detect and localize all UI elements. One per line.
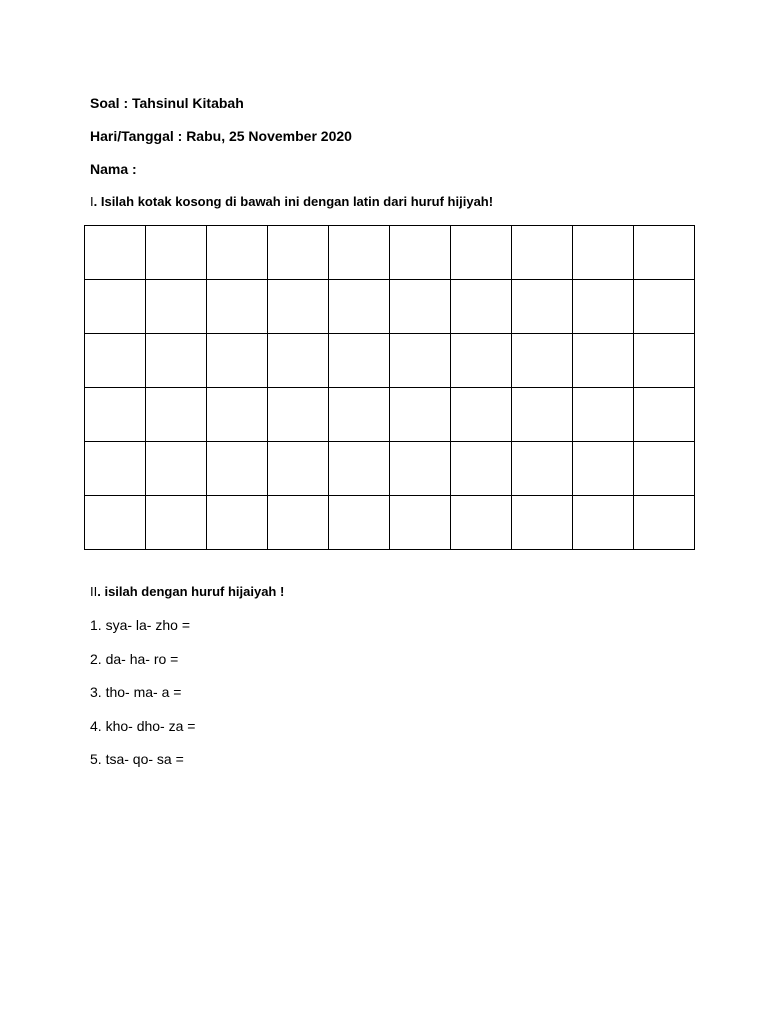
section-1-heading xyxy=(90,194,493,210)
grid-cell[interactable] xyxy=(451,442,512,496)
grid-cell[interactable] xyxy=(329,280,390,334)
grid-cell[interactable] xyxy=(512,442,573,496)
grid-row xyxy=(85,334,695,388)
grid-cell[interactable] xyxy=(329,388,390,442)
grid-cell[interactable] xyxy=(573,280,634,334)
question-item-5: 5. tsa- qo- sa = xyxy=(90,751,184,767)
grid-cell[interactable] xyxy=(390,226,451,280)
grid-cell[interactable] xyxy=(268,496,329,550)
section-1-instruction: . Isilah kotak kosong di bawah ini dengan latin dari huruf hijiyah! xyxy=(93,194,494,209)
subject-line: Soal : Tahsinul Kitabah xyxy=(90,95,244,111)
section-1-number: I xyxy=(90,194,94,209)
grid-cell[interactable] xyxy=(146,226,207,280)
grid-cell[interactable] xyxy=(207,388,268,442)
grid-cell[interactable] xyxy=(268,280,329,334)
grid-cell[interactable] xyxy=(573,388,634,442)
grid-cell[interactable] xyxy=(329,442,390,496)
grid-cell[interactable] xyxy=(573,442,634,496)
grid-row xyxy=(85,496,695,550)
grid-cell[interactable] xyxy=(85,280,146,334)
grid-cell[interactable] xyxy=(451,334,512,388)
grid-cell[interactable] xyxy=(634,496,695,550)
grid-cell[interactable] xyxy=(634,280,695,334)
grid-cell[interactable] xyxy=(85,388,146,442)
grid-cell[interactable] xyxy=(390,388,451,442)
grid-cell[interactable] xyxy=(451,496,512,550)
grid-cell[interactable] xyxy=(85,226,146,280)
grid-row xyxy=(85,442,695,496)
section-2-instruction: . isilah dengan huruf hijaiyah ! xyxy=(97,584,285,599)
grid-cell[interactable] xyxy=(85,442,146,496)
section-2-number: II xyxy=(90,584,98,599)
grid-cell[interactable] xyxy=(146,442,207,496)
grid-cell[interactable] xyxy=(512,334,573,388)
answer-grid xyxy=(84,225,695,550)
grid-cell[interactable] xyxy=(512,226,573,280)
grid-cell[interactable] xyxy=(268,388,329,442)
grid-cell[interactable] xyxy=(329,334,390,388)
grid-cell[interactable] xyxy=(451,226,512,280)
grid-cell[interactable] xyxy=(573,334,634,388)
grid-cell[interactable] xyxy=(329,496,390,550)
question-item-4: 4. kho- dho- za = xyxy=(90,718,196,734)
grid-cell[interactable] xyxy=(451,280,512,334)
grid-cell[interactable] xyxy=(268,226,329,280)
grid-cell[interactable] xyxy=(329,226,390,280)
grid-row xyxy=(85,226,695,280)
grid-cell[interactable] xyxy=(146,496,207,550)
grid-cell[interactable] xyxy=(207,226,268,280)
grid-cell[interactable] xyxy=(146,280,207,334)
date-line: Hari/Tanggal : Rabu, 25 November 2020 xyxy=(90,128,352,144)
grid-cell[interactable] xyxy=(634,334,695,388)
grid-cell[interactable] xyxy=(634,226,695,280)
grid-cell[interactable] xyxy=(268,334,329,388)
grid-cell[interactable] xyxy=(512,388,573,442)
question-item-2: 2. da- ha- ro = xyxy=(90,651,179,667)
grid-cell[interactable] xyxy=(146,334,207,388)
grid-cell[interactable] xyxy=(85,334,146,388)
grid-cell[interactable] xyxy=(268,442,329,496)
section-2-heading xyxy=(90,584,284,600)
grid-cell[interactable] xyxy=(390,280,451,334)
grid-cell[interactable] xyxy=(146,388,207,442)
grid-cell[interactable] xyxy=(634,442,695,496)
grid-cell[interactable] xyxy=(512,496,573,550)
grid-cell[interactable] xyxy=(512,280,573,334)
grid-row xyxy=(85,388,695,442)
grid-cell[interactable] xyxy=(451,388,512,442)
question-item-1: 1. sya- la- zho = xyxy=(90,617,190,633)
grid-cell[interactable] xyxy=(207,496,268,550)
grid-cell[interactable] xyxy=(207,280,268,334)
grid-cell[interactable] xyxy=(634,388,695,442)
grid-row xyxy=(85,280,695,334)
grid-cell[interactable] xyxy=(390,496,451,550)
grid-cell[interactable] xyxy=(207,334,268,388)
grid-cell[interactable] xyxy=(390,442,451,496)
grid-cell[interactable] xyxy=(573,496,634,550)
grid-cell[interactable] xyxy=(573,226,634,280)
grid-cell[interactable] xyxy=(85,496,146,550)
name-line: Nama : xyxy=(90,161,137,177)
question-item-3: 3. tho- ma- a = xyxy=(90,684,182,700)
grid-cell[interactable] xyxy=(207,442,268,496)
grid-cell[interactable] xyxy=(390,334,451,388)
